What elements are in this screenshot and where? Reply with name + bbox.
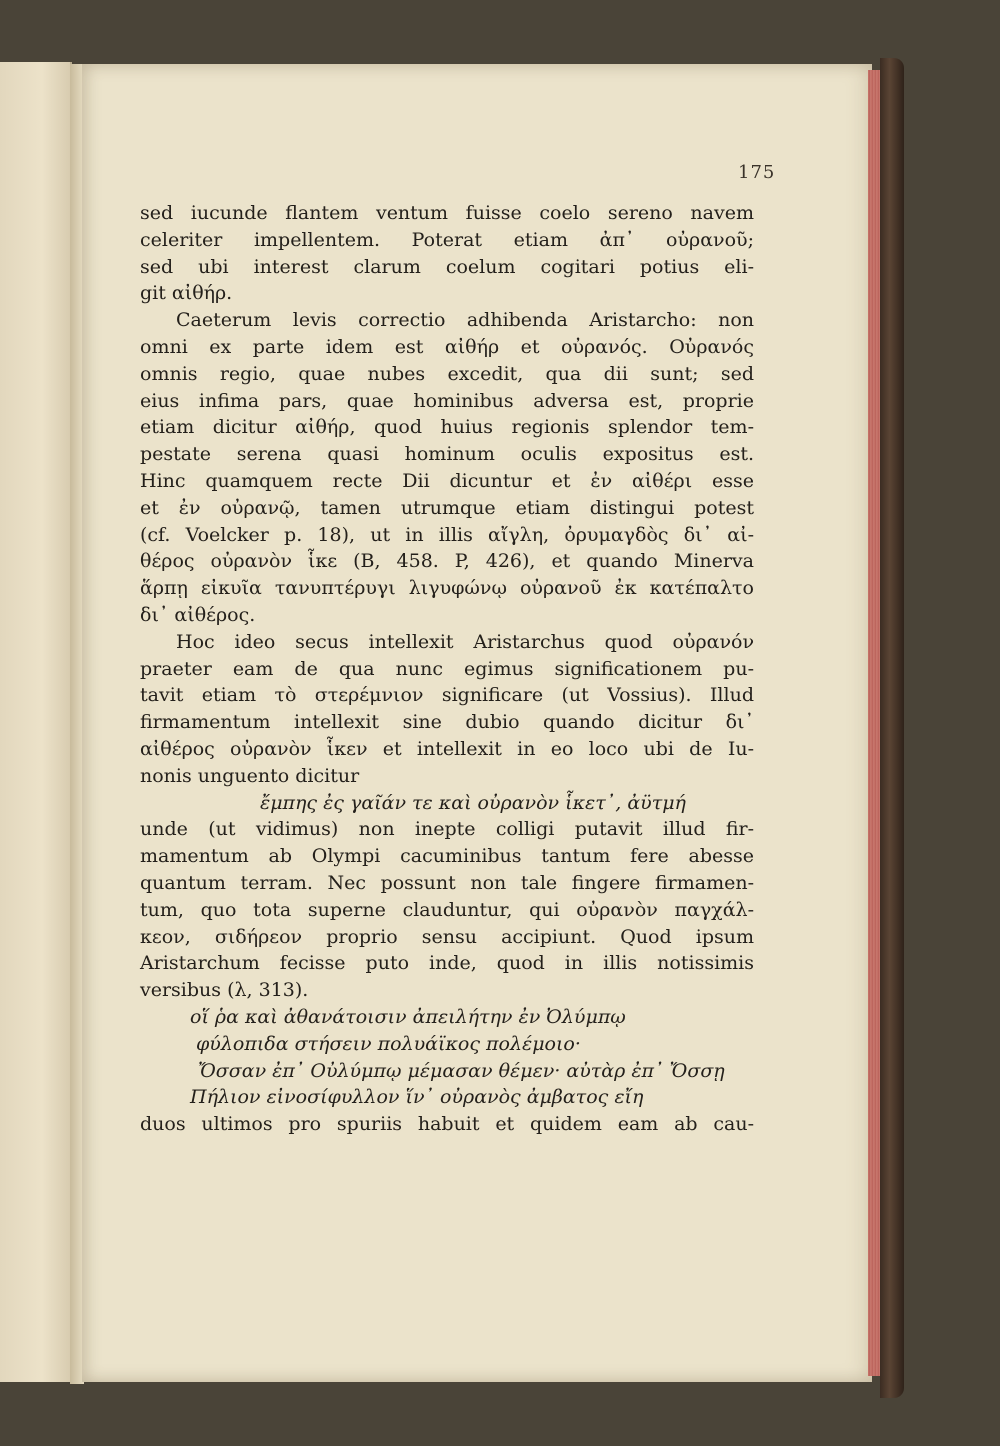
text-line: Aristarchum fecisse puto inde, quod in illis notissimis	[140, 952, 754, 975]
text-line: git αἰθήρ.	[140, 282, 233, 305]
book-cover-edge	[880, 58, 904, 1398]
quote-line: φύλοπιδα στήσειν πολυάϊκος πολέμοιο·	[196, 1032, 581, 1055]
text-line: sed ubi interest clarum coelum cogitari potius eli-	[140, 255, 754, 278]
text-line: tum, quo tota superne clauduntur, qui οὐρανὸν παγχάλ-	[140, 898, 754, 921]
text-line: omni ex parte idem est αἰθήρ et οὐρανός. Οὐρανός	[140, 335, 754, 358]
text-line: δι᾽ αἰθέρος.	[140, 603, 256, 626]
text-line: αἰθέρος οὐρανὸν ἷκεν et intellexit in eo loco ubi de Iu-	[140, 737, 754, 760]
quote-line: οἵ ῥα καὶ ἀθανάτοισιν ἀπειλήτην ἐν Ὀλύμπῳ	[190, 1005, 626, 1028]
text-line: ἅρπῃ εἰκυῖα τανυπτέρυγι λιγυφώνῳ οὐρανοῦ ἐκ κατέπαλτο	[140, 577, 754, 600]
text-line: κεον, σιδήρεον proprio sensu accipiunt. Quod ipsum	[140, 925, 754, 948]
text-line: etiam dicitur αἰθήρ, quod huius regionis splendor tem-	[140, 416, 754, 439]
quote-line: ἔμπης ἐς γαῖάν τε καὶ οὐρανὸν ἷκετ᾽, ἀϋτμή	[260, 791, 686, 814]
text-line: quantum terram. Nec possunt non tale fingere firmamen-	[140, 871, 754, 894]
quote-line: Ὄσσαν ἐπ᾽ Οὐλύμπῳ μέμασαν θέμεν· αὐτὰρ ἐπ᾽ Ὄσσῃ	[198, 1059, 725, 1082]
text-line: duos ultimos pro spuriis habuit et quidem eam ab cau-	[140, 1113, 754, 1136]
text-line: Hinc quamquem recte Dii dicuntur et ἐν αἰθέρι esse	[140, 469, 754, 492]
text-line: unde (ut vidimus) non inepte colligi putavit illud fir-	[140, 818, 754, 841]
facing-page-edge	[0, 62, 72, 1382]
quote-line: Πήλιον εἰνοσίφυλλον ἵν᾽ οὐρανὸς ἀμβατος εἴη	[190, 1086, 644, 1109]
text-line: Caeterum levis correctio adhibenda Aristarcho: non	[176, 309, 754, 332]
text-line: celeriter impellentem. Poterat etiam ἀπ᾽ οὐρανοῦ;	[140, 228, 754, 251]
text-line: praeter eam de qua nunc egimus significationem pu-	[140, 657, 754, 680]
text-line: et ἐν οὐρανῷ, tamen utrumque etiam distingui potest	[140, 496, 754, 519]
page-number: 175	[738, 162, 776, 183]
text-line: nonis unguento dicitur	[140, 764, 360, 787]
text-line: mamentum ab Olympi cacuminibus tantum fere abesse	[140, 845, 754, 868]
text-line: (cf. Voelcker p. 18), ut in illis αἴγλη, ὀρυμαγδὸς δι᾽ αἰ-	[140, 523, 754, 546]
text-line: omnis regio, quae nubes excedit, qua dii sunt; sed	[140, 362, 754, 385]
text-line: pestate serena quasi hominum oculis expositus est.	[140, 443, 754, 466]
text-line: eius infima pars, quae hominibus adversa est, proprie	[140, 389, 754, 412]
body-text	[140, 200, 754, 1138]
text-line: versibus (λ, 313).	[140, 979, 309, 1002]
text-line: sed iucunde flantem ventum fuisse coelo sereno navem	[140, 202, 754, 224]
text-line: θέρος οὐρανὸν ἷκε (B, 458. P, 426), et quando Minerva	[140, 550, 754, 573]
text-line: tavit etiam τὸ στερέμνιον significare (ut Vossius). Illud	[140, 684, 754, 707]
text-line: firmamentum intellexit sine dubio quando dicitur δι᾽	[140, 711, 754, 734]
text-line: Hoc ideo secus intellexit Aristarchus quod οὐρανόν	[176, 630, 754, 653]
